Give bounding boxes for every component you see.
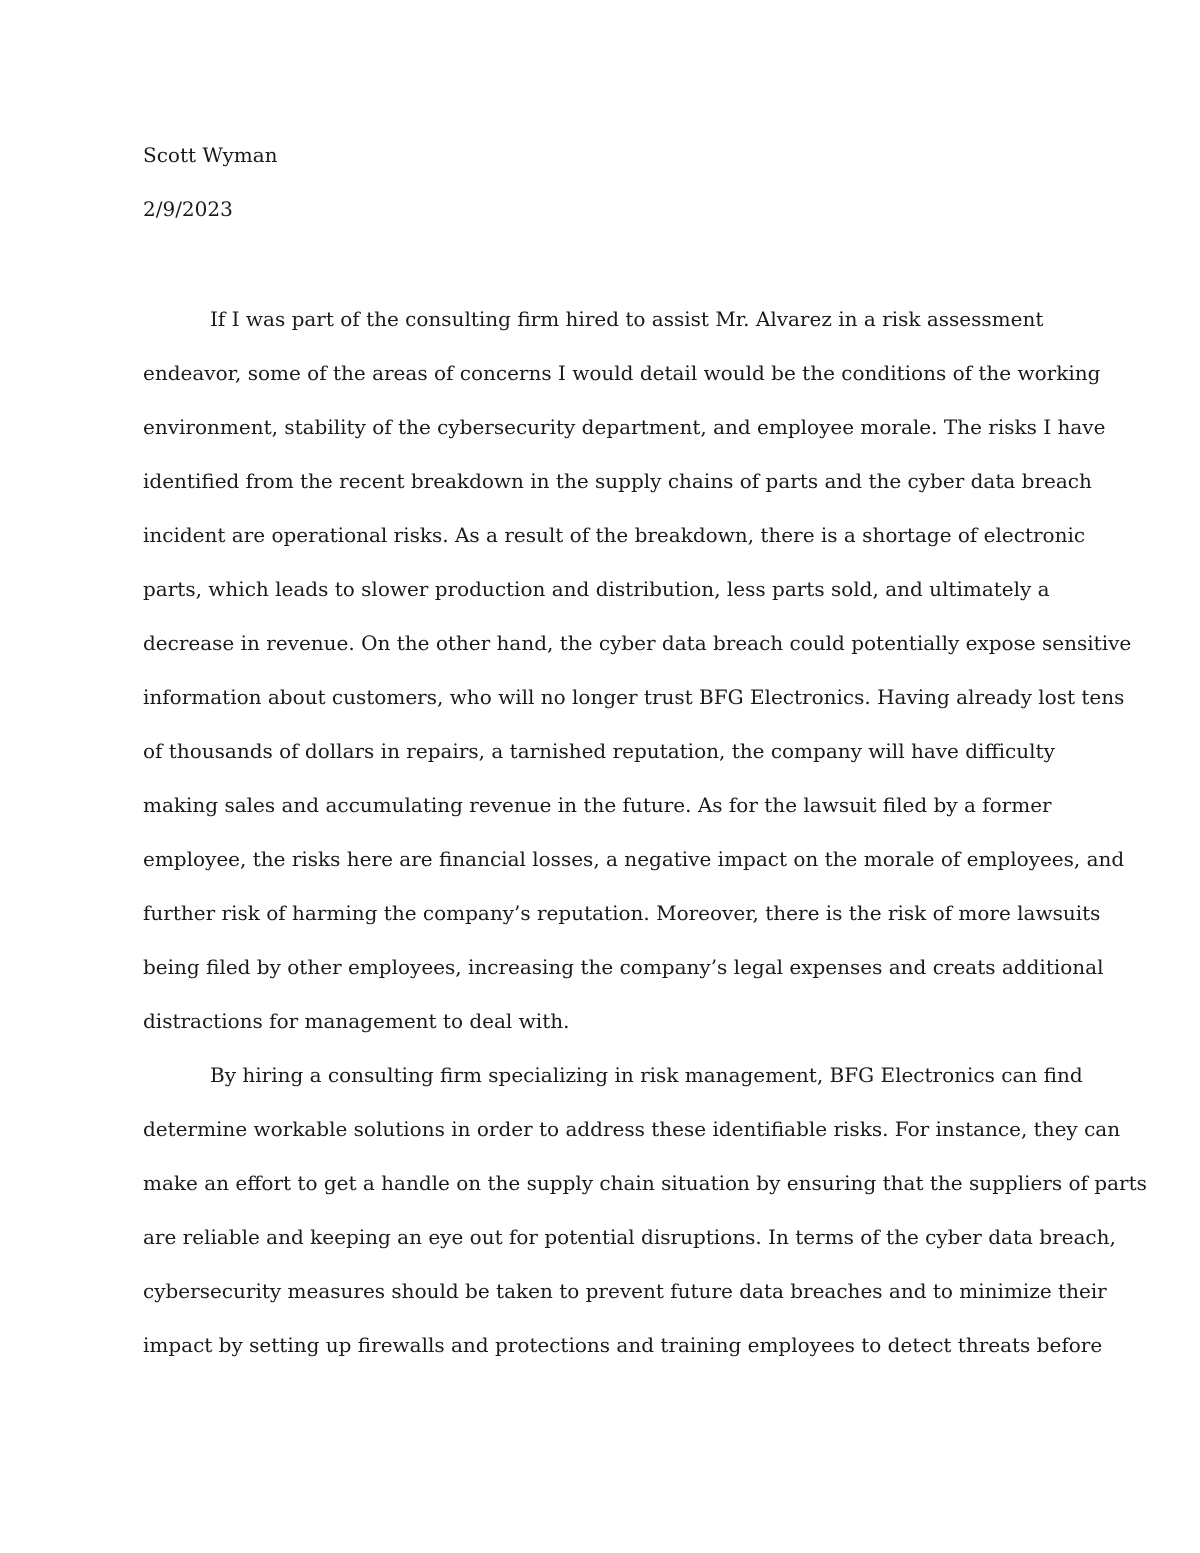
paragraph-2-line-2: determine workable solutions in order to address these identifiable risks. For instance, they can [143,1117,1121,1141]
paragraph-1-line-11: employee, the risks here are financial losses, a negative impact on the morale of employees, and [143,847,1125,871]
paragraph-1-line-4: identified from the recent breakdown in the supply chains of parts and the cyber data breach [143,469,1092,493]
author-name: Scott Wyman [143,143,278,167]
paragraph-2-line-6: impact by setting up firewalls and protections and training employees to detect threats before [143,1333,1103,1357]
paragraph-2-line-4: are reliable and keeping an eye out for potential disruptions. In terms of the cyber data breach, [143,1225,1116,1249]
document-body [143,305,1147,1385]
paragraph-1-line-1: If I was part of the consulting firm hired to assist Mr. Alvarez in a risk assessment [210,307,1044,331]
paragraph-1-line-2: endeavor, some of the areas of concerns I would detail would be the conditions of the working [143,361,1101,385]
paragraph-1-line-14: distractions for management to deal with. [143,1009,570,1033]
paragraph-1-line-13: being filed by other employees, increasing the company’s legal expenses and creats additional [143,955,1104,979]
document-date: 2/9/2023 [143,197,233,221]
paragraph-2-line-3: make an effort to get a handle on the supply chain situation by ensuring that the suppliers of parts [143,1171,1147,1195]
paragraph-1-line-6: parts, which leads to slower production and distribution, less parts sold, and ultimately a [143,577,1050,601]
paragraph-1-line-3: environment, stability of the cybersecurity department, and employee morale. The risks I have [143,415,1106,439]
paragraph-1-line-12: further risk of harming the company’s reputation. Moreover, there is the risk of more lawsuits [143,901,1101,925]
paragraph-1-line-5: incident are operational risks. As a result of the breakdown, there is a shortage of electronic [143,523,1086,547]
paragraph-1-line-9: of thousands of dollars in repairs, a tarnished reputation, the company will have difficulty [143,739,1055,763]
paragraph-1-line-7: decrease in revenue. On the other hand, the cyber data breach could potentially expose sensitive [143,631,1132,655]
paragraph-1-line-10: making sales and accumulating revenue in the future. As for the lawsuit filed by a former [143,793,1052,817]
paragraph-2-line-5: cybersecurity measures should be taken to prevent future data breaches and to minimize their [143,1279,1107,1303]
paragraph-1-line-8: information about customers, who will no longer trust BFG Electronics. Having already lost tens [143,685,1125,709]
paragraph-2-line-1: By hiring a consulting firm specializing in risk management, BFG Electronics can find [210,1063,1083,1087]
